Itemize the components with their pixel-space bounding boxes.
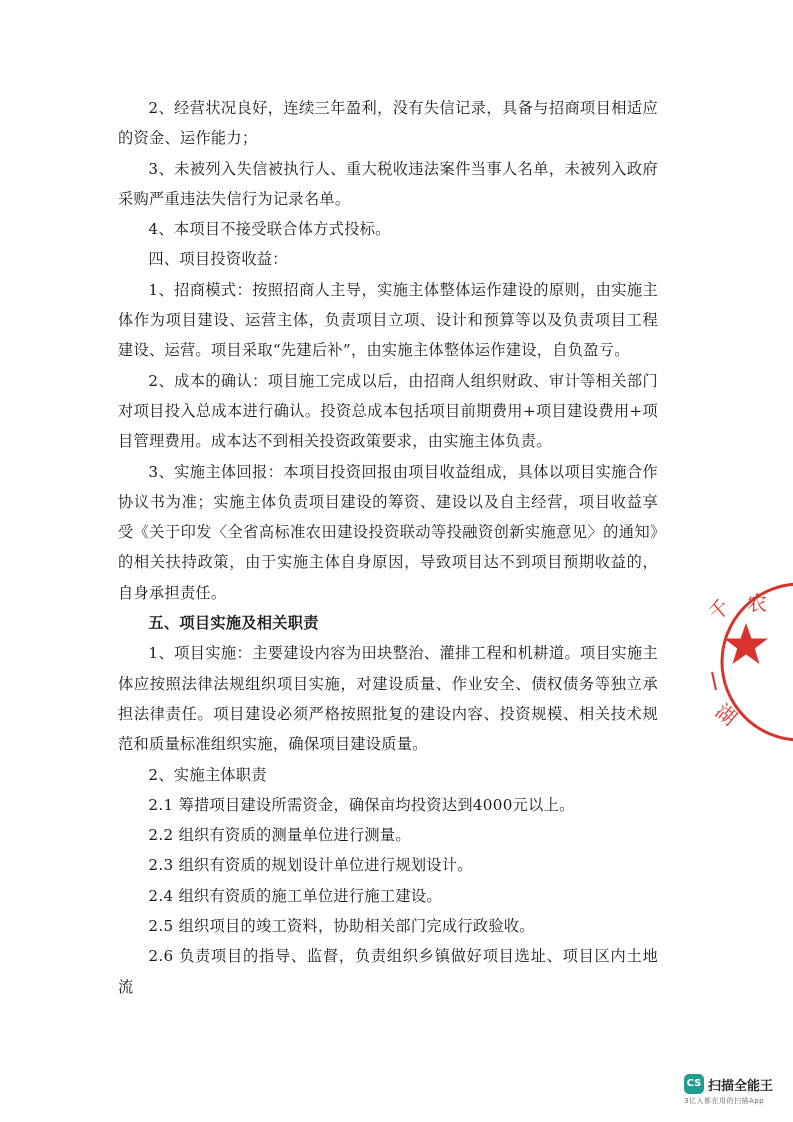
duty-item-2-1: 2.1 筹措项目建设所需资金，确保亩均投资达到4000元以上。 [148, 795, 575, 814]
document-body [118, 93, 658, 1002]
seal-char-1: 农 [747, 591, 767, 615]
duty-item-2-2: 2.2 组织有资质的测量单位进行测量。 [148, 826, 411, 845]
duty-item-2-5: 2.5 组织项目的竣工资料，协助相关部门完成行政验收。 [148, 917, 535, 936]
seal-char-3: 湖 [710, 698, 742, 731]
paragraph-investment-mode: 1、招商模式：按照招商人主导，实施主体整体运作建设的原则，由实施主体作为项目建设、运营主体，负责项目立项、设计和预算等以及负责项目工程建设、运营。项目采取“先建后补”，由实施主体整体运作建设，自负盈亏。 [118, 280, 658, 360]
scanner-tagline: 3亿人都在用的扫描App [684, 1097, 765, 1105]
seal-char-2: 千 [703, 594, 735, 626]
paragraph-qualification-4: 4、本项目不接受联合体方式投标。 [148, 220, 391, 239]
paragraph-qualification-3: 3、未被列入失信被执行人、重大税收违法案件当事人名单，未被列入政府采购严重违法失信行为记录名单。 [118, 159, 658, 208]
paragraph-return: 3、实施主体回报：本项目投资回报由项目收益组成，具体以项目实施合作协议书为准；实施主体负责项目建设的筹资、建设以及自主经营，项目收益享受《关于印发〈全省高标准农田建设投资联动等投融资创新实施意见〉的通知》的相关扶持政策，由于实施主体自身原因，导致项目达不到项目预期收益的，自身承担责任。 [118, 462, 658, 602]
official-seal [700, 572, 793, 752]
duty-item-2-3: 2.3 组织有资质的规划设计单位进行规划设计。 [148, 856, 473, 875]
duty-item-2-6: 2.6 负责项目的指导、监督，负责组织乡镇做好项目选址、项目区内土地流 [118, 947, 658, 996]
section-heading-investment-return: 四、项目投资收益： [148, 250, 288, 269]
section-heading-implementation: 五、项目实施及相关职责 [148, 614, 319, 633]
paragraph-cost-confirmation: 2、成本的确认：项目施工完成以后，由招商人组织财政、审计等相关部门对项目投入总成本进行确认。投资总成本包括项目前期费用+项目建设费用+项目管理费用。成本达不到相关投资政策要求，由实施主体负责。 [118, 371, 658, 451]
cs-logo-icon: CS [684, 1074, 704, 1094]
subheading-duties: 2、实施主体职责 [148, 765, 267, 784]
paragraph-qualification-2: 2、经营状况良好，连续三年盈利，没有失信记录，具备与招商项目相适应的资金、运作能力； [118, 99, 658, 148]
scanner-watermark [684, 1074, 784, 1108]
scanner-app-name: 扫描全能王 [708, 1079, 774, 1094]
duty-item-2-4: 2.4 组织有资质的施工单位进行施工建设。 [148, 886, 442, 905]
paragraph-implementation: 1、项目实施：主要建设内容为田块整治、灌排工程和机耕道。项目实施主体应按照法律法规组织项目实施，对建设质量、作业安全、债权债务等独立承担法律责任。项目建设必须严格按照批复的建设内容、投资规模、相关技术规范和质量标准组织实施，确保项目建设质量。 [118, 644, 658, 754]
